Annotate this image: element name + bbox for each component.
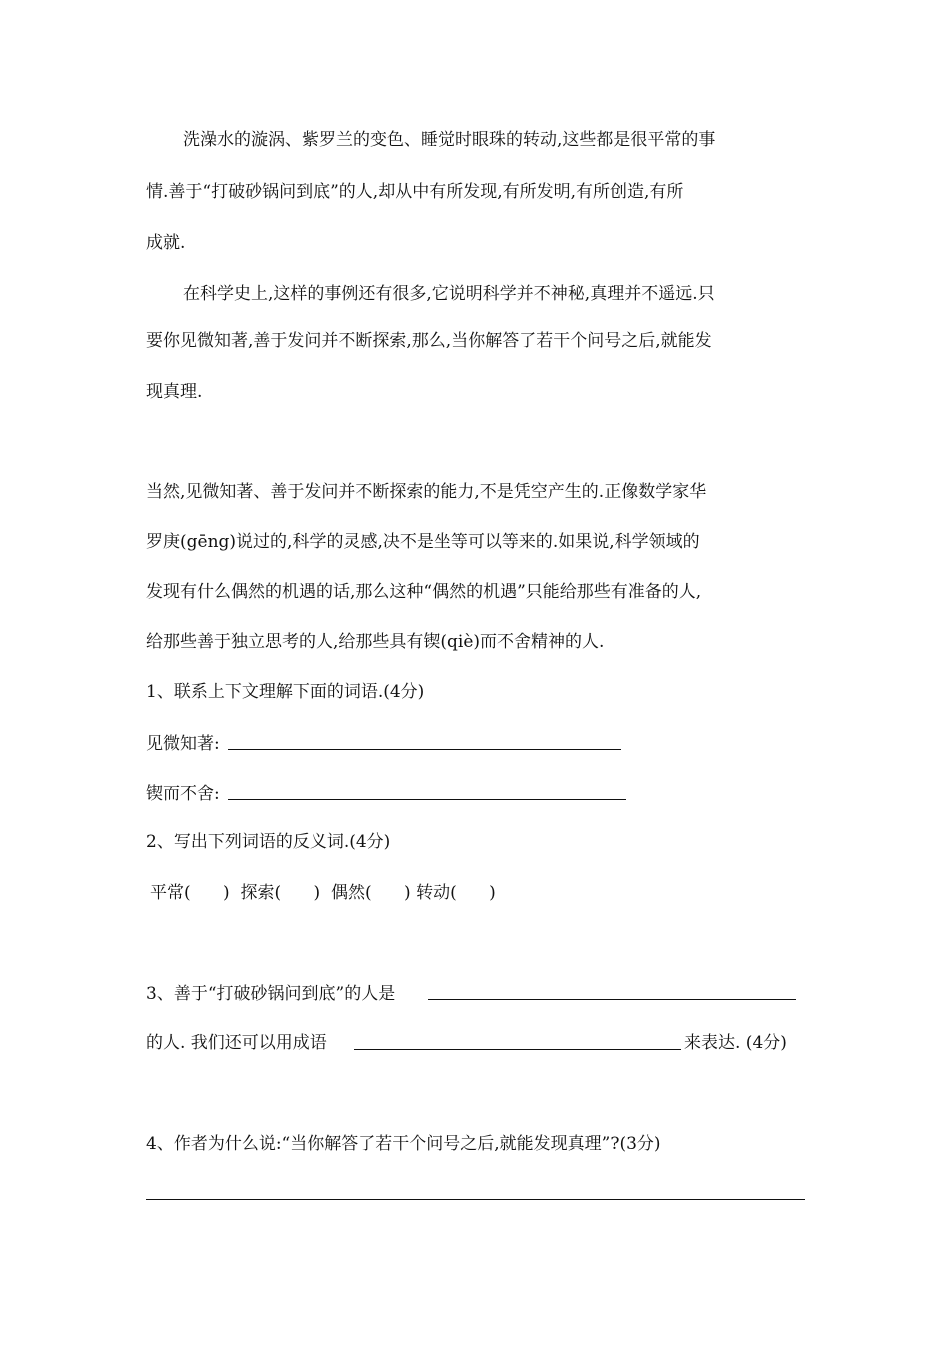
question-2-title: 2、写出下列词语的反义词.(4分) <box>146 832 391 852</box>
question-2-words: 平常( ) 探索( ) 偶然( ) 转动( ) <box>150 883 496 903</box>
passage-p3-line2: 罗庚(gēng)说过的,科学的灵感,决不是坐等可以等来的.如果说,科学领域的 <box>146 532 700 552</box>
question-1-item2-label: 锲而不舍: <box>146 784 220 804</box>
answer-line-1a[interactable] <box>228 749 621 750</box>
passage-p3-line3: 发现有什么偶然的机遇的话,那么这种“偶然的机遇”只能给那些有准备的人, <box>146 582 702 602</box>
question-3-part2: 的人. 我们还可以用成语 <box>146 1033 327 1053</box>
answer-line-3a[interactable] <box>428 999 796 1000</box>
question-1-item1-label: 见微知著: <box>146 734 220 754</box>
answer-line-4[interactable] <box>146 1199 805 1200</box>
passage-p1-line2: 情.善于“打破砂锅问到底”的人,却从中有所发现,有所发明,有所创造,有所 <box>146 182 684 202</box>
passage-p3-line4: 给那些善于独立思考的人,给那些具有锲(qiè)而不舍精神的人. <box>146 632 605 652</box>
passage-p1-line1: 洗澡水的漩涡、紫罗兰的变色、睡觉时眼珠的转动,这些都是很平常的事 <box>183 130 716 150</box>
passage-p2-line1: 在科学史上,这样的事例还有很多,它说明科学并不神秘,真理并不遥远.只 <box>183 284 715 304</box>
question-3-part3: 来表达. (4分) <box>684 1033 787 1053</box>
question-3-part1: 3、善于“打破砂锅问到底”的人是 <box>146 984 396 1004</box>
passage-p3-line1: 当然,见微知著、善于发问并不断探索的能力,不是凭空产生的.正像数学家华 <box>146 482 707 502</box>
answer-line-1b[interactable] <box>228 799 626 800</box>
question-4-title: 4、作者为什么说:“当你解答了若干个问号之后,就能发现真理”?(3分) <box>146 1134 661 1154</box>
passage-p2-line3: 现真理. <box>146 382 203 402</box>
question-1-title: 1、联系上下文理解下面的词语.(4分) <box>146 682 425 702</box>
passage-p1-line3: 成就. <box>146 233 186 253</box>
passage-p2-line2: 要你见微知著,善于发问并不断探索,那么,当你解答了若干个问号之后,就能发 <box>146 331 712 351</box>
answer-line-3b[interactable] <box>354 1049 681 1050</box>
